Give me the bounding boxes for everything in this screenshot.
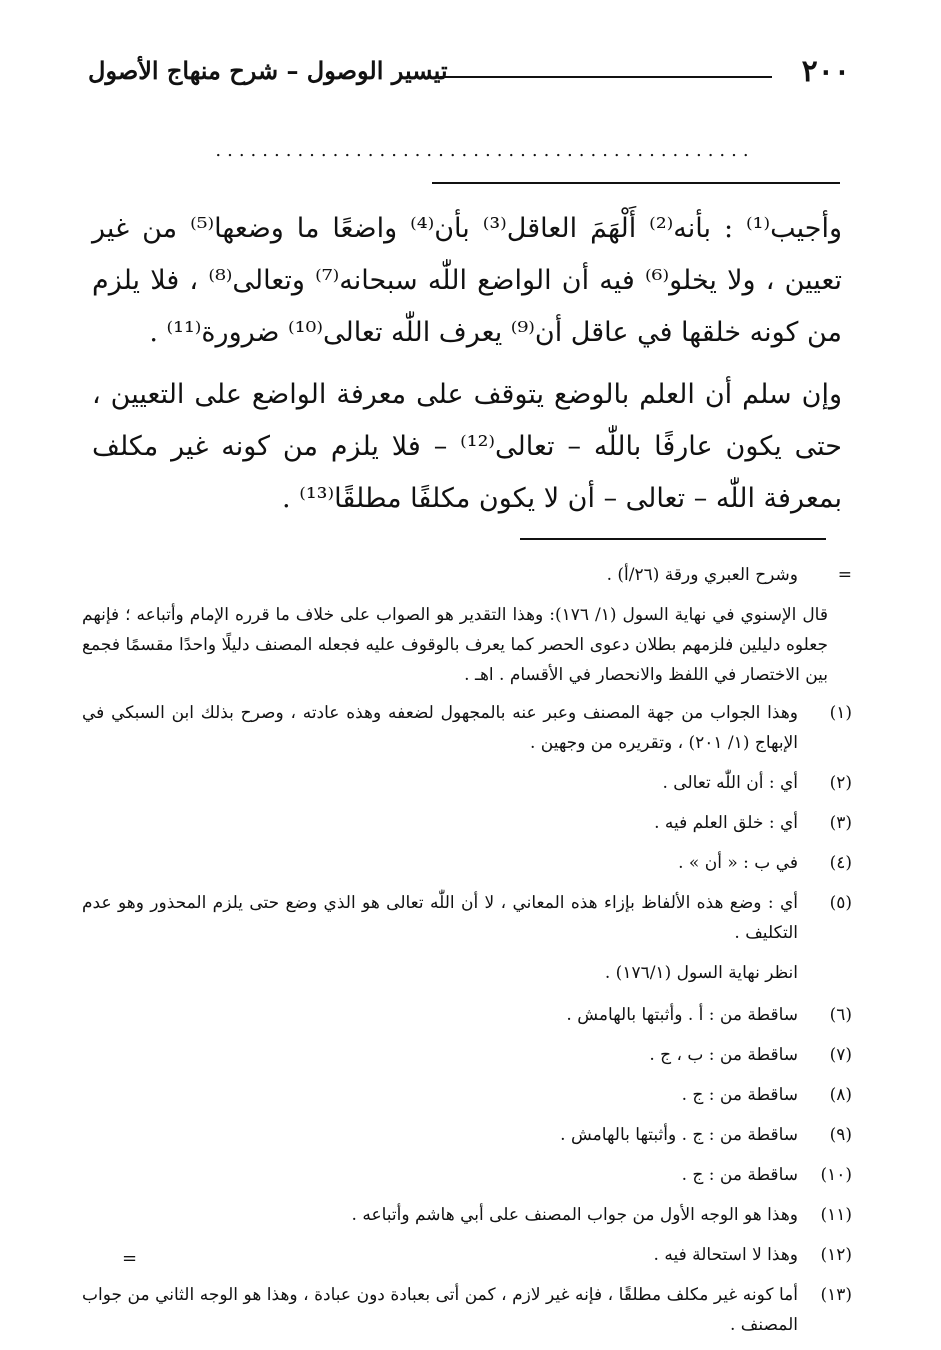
footnote-text: وهذا الجواب من جهة المصنف وعبر عنه بالمجهول لضعفه وهذه عادته ، وصرح بذلك ابن السبكي في الإبهاج (١/ ٢٠١) ، وتقريره من وجهين .: [82, 703, 798, 753]
footnote-text: أي : خلق العلم فيه .: [654, 813, 798, 833]
footnote-number: (١١): [820, 1205, 852, 1225]
continuation-block: قال الإسنوي في نهاية السول (١/ ١٧٦): وهذا التقدير هو الصواب على خلاف ما قرره الإمام وأتباعه ؛ فإنهم جعلوه دليلين فلزمهم بطلان دعوى الحصر كما يعرف بالوقوف عليه فجعله المصنف دليلًا واحدًا مقسمًا فجمع بين الاختصار في اللفظ والانحصار في الأقسام . اهـ .: [82, 605, 828, 685]
footnote-12: [82, 1240, 852, 1270]
footnote-number: (٣): [829, 813, 852, 833]
footnote-text: ساقطة من : أ . وأثبتها بالهامش .: [566, 1005, 798, 1025]
continuation-line: وشرح العبري ورقة (٢٦/أ) .: [606, 565, 798, 585]
running-title: تيسير الوصول – شرح منهاج الأصول: [88, 56, 448, 85]
footnote-number: (٦): [829, 1005, 852, 1025]
footnote-6: [82, 1000, 852, 1030]
footnote-number: (١٢): [820, 1245, 852, 1265]
footnote-continuation: [82, 560, 852, 590]
footnote-8: [82, 1080, 852, 1110]
footnote-text: ساقطة من : ج . وأثبتها بالهامش .: [560, 1125, 798, 1145]
footnote-number: (٧): [829, 1045, 852, 1065]
footnote-9: [82, 1120, 852, 1150]
footnote-7: [82, 1040, 852, 1070]
footnote-text: وهذا هو الوجه الأول من جواب المصنف على أبي هاشم وأتباعه .: [351, 1205, 798, 1225]
footnote-3: [82, 808, 852, 838]
body-rule: [432, 182, 840, 184]
footnote-number: (٩): [829, 1125, 852, 1145]
footnotes: [82, 560, 852, 1350]
page-number: ٢٠٠: [801, 54, 850, 89]
continuation-mark: =: [837, 565, 852, 585]
continuation-mark-bottom: =: [122, 1248, 138, 1269]
paragraph-2: وإن سلم أن العلم بالوضع يتوقف على معرفة الواضع على التعيين ، حتى يكون عارفًا باللّٰه – تعالى⁽¹²⁾ – فلا يلزم من كونه غير مكلف بمعرفة اللّٰه – تعالى – أن لا يكون مكلفًا مطلقًا⁽¹³⁾ .: [92, 379, 842, 514]
footnote-number: (٢): [829, 773, 852, 793]
footnote-11: [82, 1200, 852, 1230]
footnote-text: وهذا لا استحالة فيه .: [653, 1245, 798, 1265]
footnote-text: في ب : « أن » .: [678, 853, 798, 873]
footnote-number: (١): [829, 703, 852, 723]
footnote-rule: [520, 538, 826, 540]
separator-dots: ..............................................: [215, 140, 755, 161]
footnote-text: أي : أن اللّٰه تعالى .: [662, 773, 798, 793]
footnote-1: [82, 698, 852, 758]
footnote-4: [82, 848, 852, 878]
footnote-10: [82, 1160, 852, 1190]
footnote-5-reference: انظر نهاية السول (١٧٦/١) .: [604, 963, 798, 983]
footnote-13: [82, 1280, 852, 1340]
footnote-text: أما كونه غير مكلف مطلقًا ، فإنه غير لازم ، كمن أتى بعبادة دون عبادة ، وهذا هو الوجه الثاني من جواب المصنف .: [82, 1285, 798, 1335]
footnote-2: [82, 768, 852, 798]
footnote-number: (١٣): [820, 1285, 852, 1305]
footnote-number: (١٠): [820, 1165, 852, 1185]
paragraph-1: وأجيب⁽¹⁾ : بأنه⁽²⁾ أَلْهَمَ العاقل⁽³⁾ بأن⁽⁴⁾ واضعًا ما وضعها⁽⁵⁾ من غير تعيين ، ولا يخلو⁽⁶⁾ فيه أن الواضع اللّٰه سبحانه⁽⁷⁾ وتعالى⁽⁸⁾ ، فلا يلزم من كونه خلقها في عاقل أن⁽⁹⁾ يعرف اللّٰه تعالى⁽¹⁰⁾ ضرورة⁽¹¹⁾ .: [92, 213, 842, 348]
main-text: [92, 203, 842, 535]
footnote-text: ساقطة من : ج .: [681, 1165, 798, 1185]
footnote-text: ساقطة من : ج .: [681, 1085, 798, 1105]
page-header: [88, 52, 850, 96]
footnote-number: (٨): [829, 1085, 852, 1105]
footnote-5: [82, 888, 852, 948]
footnote-text: ساقطة من : ب ، ج .: [649, 1045, 798, 1065]
footnote-number: (٥): [829, 893, 852, 913]
footnote-number: (٤): [829, 853, 852, 873]
header-rule: [440, 76, 772, 78]
footnote-text: أي : وضع هذه الألفاظ بإزاء هذه المعاني ، لا أن اللّٰه تعالى هو الذي وضع حتى يلزم المحذور وهو عدم التكليف .: [82, 893, 798, 943]
